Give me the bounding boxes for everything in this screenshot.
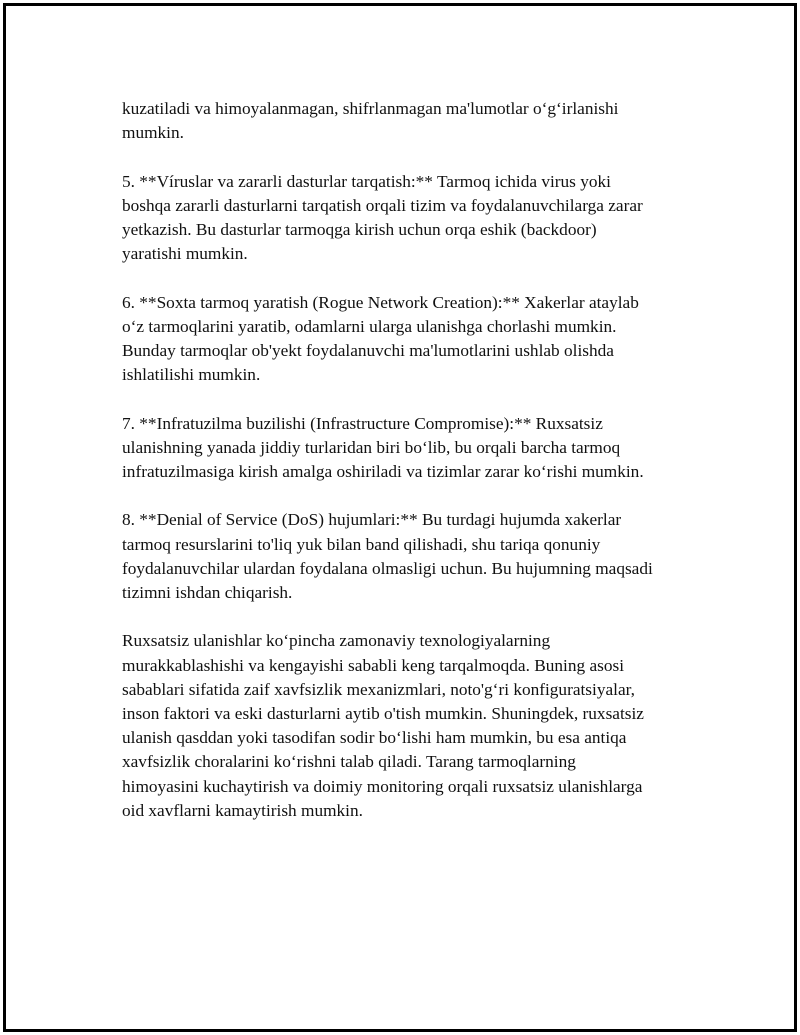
paragraph-item-7 — [122, 412, 722, 485]
paragraph-conclusion — [122, 629, 722, 823]
text-line: o‘z tarmoqlarini yaratib, odamlarni ularga ulanishga chorlashi mumkin. — [122, 316, 617, 336]
document-body — [122, 97, 722, 847]
text-line: yaratishi mumkin. — [122, 244, 248, 264]
text-line: kuzatiladi va himoyalanmagan, shifrlanmagan ma'lumotlar o‘g‘irlanishi — [122, 99, 619, 118]
paragraph-item-8 — [122, 508, 722, 605]
text-line: Bunday tarmoqlar ob'yekt foydalanuvchi ma'lumotlarini ushlab olishda — [122, 341, 614, 360]
text-line: oid xavflarni kamaytirish mumkin. — [122, 800, 363, 820]
paragraph-item-6 — [122, 291, 722, 388]
paragraph-item-5 — [122, 170, 722, 267]
page-frame — [3, 3, 797, 1032]
text-line: mumkin. — [122, 123, 184, 143]
text-line: sabablari sifatida zaif xavfsizlik mexanizmlari, noto'g‘ri konfiguratsiyalar, — [122, 679, 635, 699]
text-line: ulanish qasddan yoki tasodifan sodir bo‘lishi ham mumkin, bu esa antiqa — [122, 728, 627, 748]
text-line: tarmoq resurslarini to'liq yuk bilan band qilishadi, shu tariqa qonuniy — [122, 534, 601, 554]
text-line: tizimni ishdan chiqarish. — [122, 583, 293, 602]
text-line: infratuzilmasiga kirish amalga oshiriladi va tizimlar zarar ko‘rishi mumkin. — [122, 462, 644, 481]
text-line: yetkazish. Bu dasturlar tarmoqga kirish uchun orqa eshik (backdoor) — [122, 220, 597, 239]
text-line: murakkablashishi va kengayishi sababli keng tarqalmoqda. Buning asosi — [122, 655, 625, 675]
text-line: 5. **Víruslar va zararli dasturlar tarqatish:** Tarmoq ichida virus yoki — [122, 171, 611, 191]
text-line: inson faktori va eski dasturlarni aytib o'tish mumkin. Shuningdek, ruxsatsiz — [122, 704, 644, 723]
text-line: 8. **Denial of Service (DoS) hujumlari:** Bu turdagi hujumda xakerlar — [122, 510, 622, 530]
text-line: foydalanuvchilar ulardan foydalana olmasligi uchun. Bu hujumning maqsadi — [122, 558, 653, 578]
paragraph-intro-continuation — [122, 97, 722, 145]
text-line: ishlatilishi mumkin. — [122, 365, 261, 385]
text-line: boshqa zararli dasturlarni tarqatish orqali tizim va foydalanuvchilarga zarar — [122, 195, 643, 215]
text-line: himoyasini kuchaytirish va doimiy monitoring orqali ruxsatsiz ulanishlarga — [122, 776, 643, 796]
text-line: xavfsizlik choralarini ko‘rishni talab qiladi. Tarang tarmoqlarning — [122, 752, 576, 772]
text-line: ulanishning yanada jiddiy turlaridan biri bo‘lib, bu orqali barcha tarmoq — [122, 437, 621, 457]
text-line: 6. **Soxta tarmoq yaratish (Rogue Network Creation):** Xakerlar ataylab — [122, 292, 639, 312]
text-line: Ruxsatsiz ulanishlar ko‘pincha zamonaviy texnologiyalarning — [122, 631, 551, 651]
text-line: 7. **Infratuzilma buzilishi (Infrastructure Compromise):** Ruxsatsiz — [122, 413, 603, 433]
